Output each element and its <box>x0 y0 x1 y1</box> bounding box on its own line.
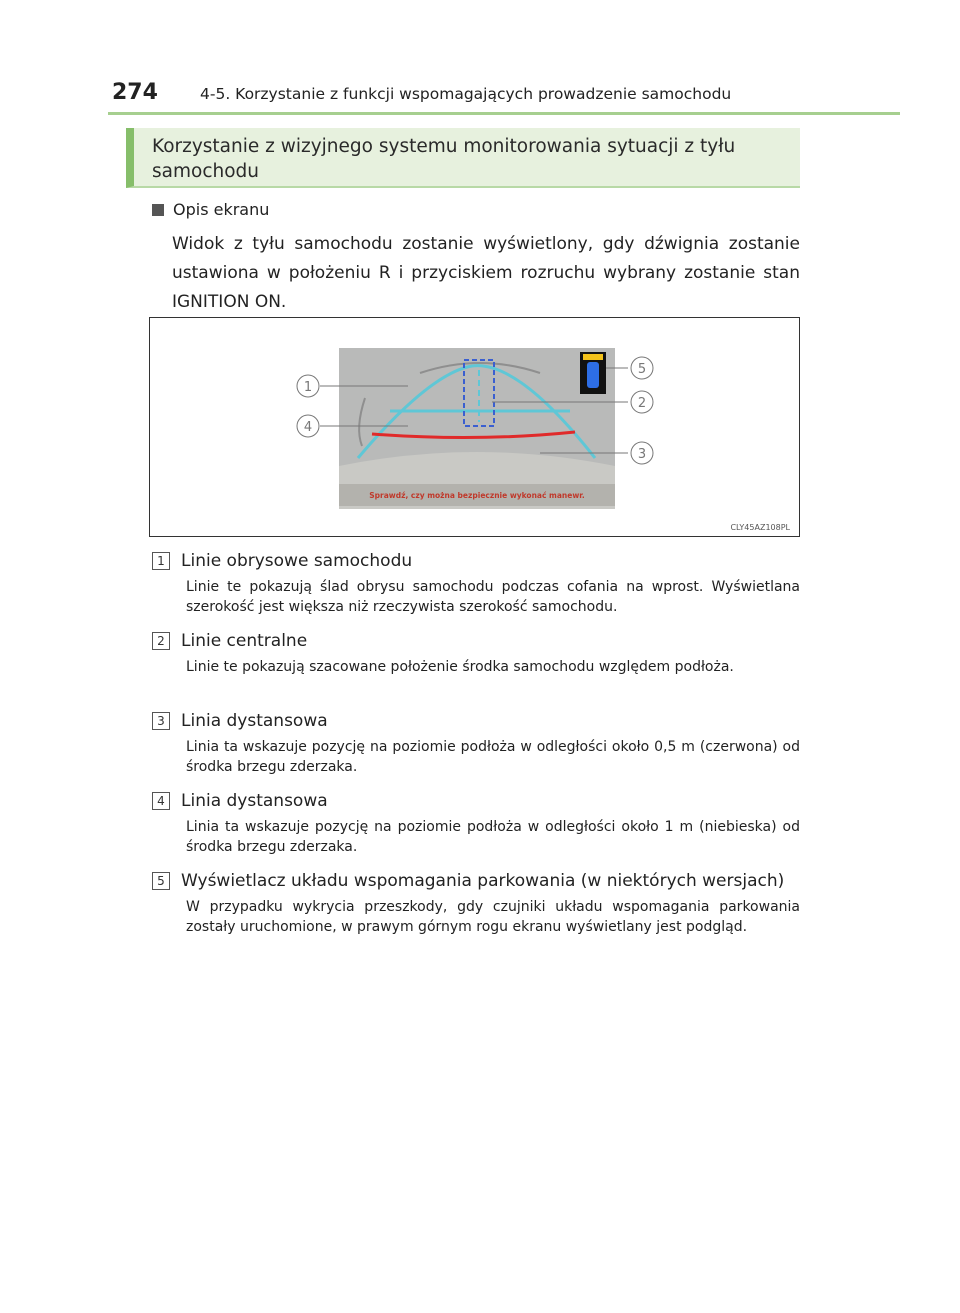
legend-item <box>152 791 800 857</box>
callout-label-2: 2 <box>637 396 647 411</box>
subsection-heading-text: Opis ekranu <box>173 200 270 219</box>
item-title: Wyświetlacz układu wspomagania parkowania (w niektórych wersjach) <box>181 871 785 891</box>
figure-code: CLY45AZ108PL <box>730 523 790 532</box>
item-number: 1 <box>152 552 170 570</box>
square-bullet-icon <box>152 204 164 216</box>
rear-camera-illustration <box>150 318 801 538</box>
item-title: Linie obrysowe samochodu <box>181 551 413 571</box>
item-title: Linie centralne <box>181 631 308 651</box>
section-title: Korzystanie z wizyjnego systemu monitorowania sytuacji z tyłu samochodu <box>152 136 736 182</box>
callout-label-5: 5 <box>637 362 647 377</box>
item-number: 3 <box>152 712 170 730</box>
item-number: 5 <box>152 872 170 890</box>
header-divider <box>108 112 900 115</box>
legend-item <box>152 711 800 777</box>
parking-sensor-indicator <box>583 354 603 360</box>
item-description: Linie te pokazują szacowane położenie środka samochodu względem podłoża. <box>186 659 734 675</box>
item-description: Linia ta wskazuje pozycję na poziomie podłoża w odległości około 0,5 m (czerwona) od środka brzegu zderzaka. <box>186 739 800 775</box>
legend-item <box>152 631 800 677</box>
item-description: Linie te pokazują ślad obrysu samochodu podczas cofania na wprost. Wyświetlana szerokość jest większa niż rzeczywista szerokość samochodu. <box>186 579 800 615</box>
callout-label-4: 4 <box>303 420 313 435</box>
callout-label-3: 3 <box>637 447 647 462</box>
item-description: Linia ta wskazuje pozycję na poziomie podłoża w odległości około 1 m (niebieska) od środka brzegu zderzaka. <box>186 819 800 855</box>
rear-camera-figure <box>149 317 800 537</box>
callout-label-1: 1 <box>303 380 313 395</box>
legend-item <box>152 871 800 937</box>
screen-message: Sprawdź, czy można bezpiecznie wykonać manewr. <box>369 491 585 500</box>
item-title: Linia dystansowa <box>181 711 328 731</box>
item-number: 4 <box>152 792 170 810</box>
item-description: W przypadku wykrycia przeszkody, gdy czujniki układu wspomagania parkowania zostały uruchomione, w prawym górnym rogu ekranu wyświetlany jest podgląd. <box>186 899 800 935</box>
item-title: Linia dystansowa <box>181 791 328 811</box>
parking-car-icon <box>587 362 599 388</box>
chapter-title: 4-5. Korzystanie z funkcji wspomagających prowadzenie samochodu <box>200 85 732 103</box>
subsection-heading <box>152 200 269 219</box>
item-number: 2 <box>152 632 170 650</box>
page-number: 274 <box>112 80 158 105</box>
legend-item <box>152 551 800 617</box>
section-heading-box <box>126 128 800 188</box>
intro-paragraph: Widok z tyłu samochodu zostanie wyświetlony, gdy dźwignia zostanie ustawiona w położeniu R i przyciskiem rozruchu wybrany zostanie stan IGNITION ON. <box>172 234 800 312</box>
